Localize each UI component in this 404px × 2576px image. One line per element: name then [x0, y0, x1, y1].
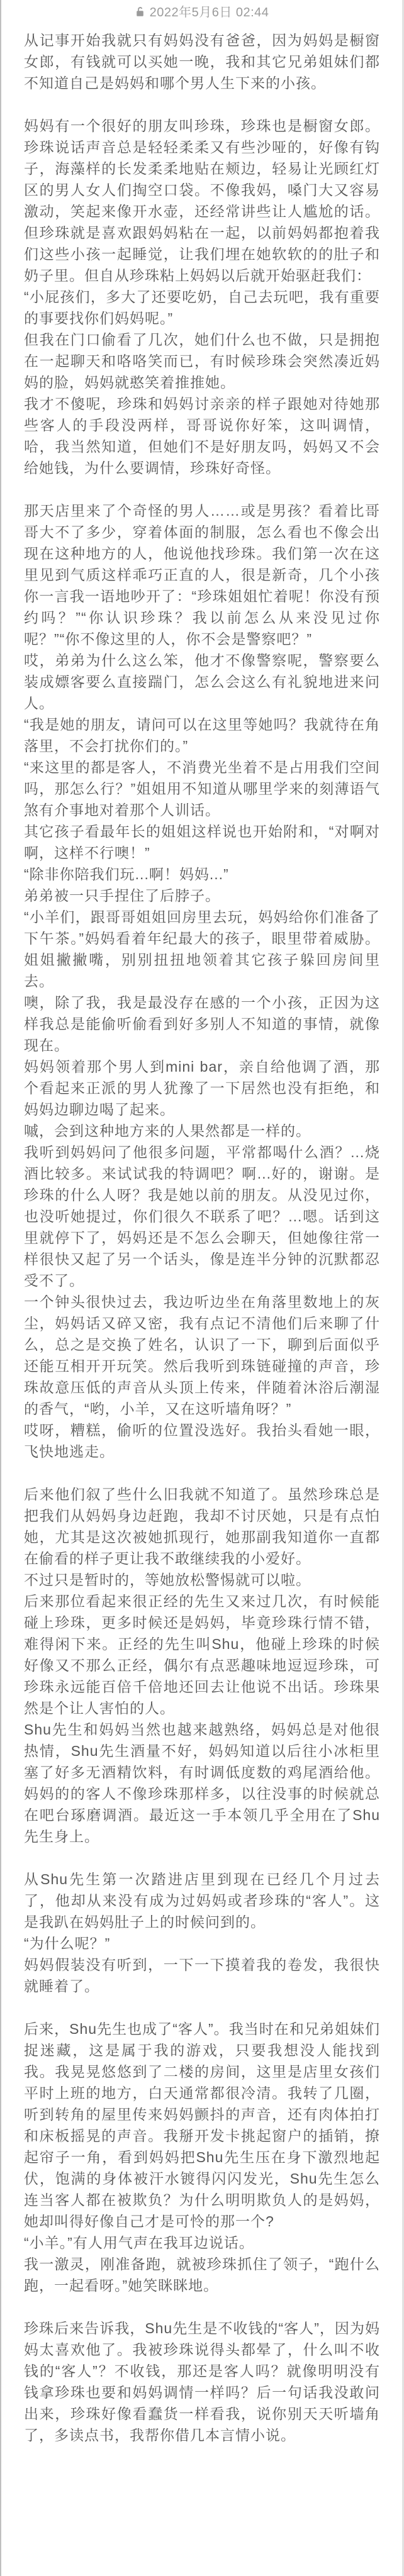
- post-header: [0, 0, 404, 22]
- paragraph: 噢，除了我，我是最没存在感的一个小孩，正因为这样我总是能偷听偷看到好多别人不知道的事情，就像现在。: [24, 994, 380, 1053]
- paragraph: 妈妈有一个很好的朋友叫珍珠，珍珠也是橱窗女郎。珍珠说话声音总是轻轻柔柔又有些沙哑的，好像有钩子，海藻样的长发柔柔地贴在颊边，轻易让光顾红灯区的男人女人们掏空口袋。不像我妈，嗓门大又容易激动，笑起来像开水壶，还经常讲些让人尴尬的话。但珍珠就是喜欢跟妈妈粘在一起，以前妈妈都抱着我们这些小孩一起睡觉，让我们埋在她软软的的肚子和奶子里。但自从珍珠粘上妈妈以后就开始驱赶我们：: [24, 118, 380, 284]
- paragraph: 妈妈假装没有听到，一下一下摸着我的卷发，我很快就睡着了。: [24, 1957, 380, 1994]
- paragraph: 妈妈领着那个男人到mini bar，亲自给他调了酒，那个看起来正派的男人犹豫了一下居然也没有拒绝，和妈妈边聊边喝了起来。: [24, 1058, 380, 1118]
- paragraph: 我一激灵，刚准备跑，就被珍珠抓住了领子，“跑什么跑，一起看呀。”她笑眯眯地。: [24, 2256, 380, 2294]
- paragraph: 哎呀，糟糕，偷听的位置没选好。我抬头看她一眼，飞快地逃走。: [24, 1422, 380, 1460]
- paragraph: 一个钟头很快过去，我边听边坐在角落里数地上的灰尘，妈妈话又碎又密，我有点记不清他们后来聊了什么，总之是交换了姓名，认识了一下，聊到后面似乎还能互相开开玩笑。然后我听到珠链碰撞的声音，珍珠故意压低的声音从头顶上传来，伴随着沐浴后潮湿的香气，“哟，小羊，又在这听墙角呀？”: [24, 1294, 380, 1417]
- paragraph: 不过只是暂时的，等她放松警惕就可以啦。: [24, 1572, 311, 1588]
- story-section: [24, 30, 380, 94]
- paragraph: “小屁孩们，多大了还要吃奶，自己去玩吧，我有重要的事要找你们妈妈呢。”: [24, 289, 380, 326]
- paragraph: Shu先生和妈妈当然也越来越熟络，妈妈总是对他很热情，Shu先生酒量不好，妈妈知道以后往小冰柜里塞了好多无酒精饮料，有时调低度数的鸡尾酒给他。妈妈的的客人不像珍珠那样多，以往没事的时候就总在吧台琢磨调酒。最近这一手本领几乎全用在了Shu先生身上。: [24, 1721, 380, 1845]
- story-section: [24, 115, 380, 479]
- paragraph: 后来他们叙了些什么旧我就不知道了。虽然珍珠总是把我们从妈妈身边赶跑，我却不讨厌她，只是有点怕她，尤其是这次被她抓现行，她那副我知道你一直都在偷看的样子更让我不敢继续我的小爱好。: [24, 1486, 380, 1567]
- paragraph: 从Shu先生第一次踏进店里到现在已经几个月过去了，他却从来没有成为过妈妈或者珍珠的“客人”。这是我趴在妈妈肚子上的时候问到的。: [24, 1871, 380, 1930]
- story-section: [24, 2018, 380, 2296]
- story-section: [24, 500, 380, 1462]
- paragraph: 后来，Shu先生也成了“客人”。我当时在和兄弟姐妹们捉迷藏，这是属于我的游戏，只要我想没人能找到我。我晃晃悠悠到了二楼的房间，这里是店里女孩们平时上班的地方，白天通常都很冷清。我转了几圈，听到转角的屋里传来妈妈颤抖的声音，还有肉体拍打和床板摇晃的声音。我掰开发卡挑起窗户的插销，撩起帘子一角，看到妈妈把Shu先生压在身下激烈地起伏，饱满的身体被汗水镀得闪闪发光，Shu先生怎么连当客人都在被欺负？为什么明明欺负人的是妈妈，她却叫得好像自己才是可怜的那一个?: [24, 2021, 380, 2229]
- unlock-icon: [135, 6, 145, 22]
- paragraph: “小羊们，跟哥哥姐姐回房里去玩，妈妈给你们准备了下午茶。”妈妈看着年纪最大的孩子，眼里带着威胁。姐姐撇撇嘴，别别扭扭地领着其它孩子躲回房间里去。: [24, 909, 380, 989]
- paragraph: 珍珠后来告诉我，Shu先生是不收钱的“客人”，因为妈妈太喜欢他了。我被珍珠说得头都晕了，什么叫不收钱的“客人”？不收钱，那还是客人吗？就像明明没有钱拿珍珠也要和妈妈调情一样吗？后一句话我没敢问出来，珍珠好像看蠢货一样看我，说你别天天听墙角了，多读点书，我帮你借几本言情小说。: [24, 2320, 380, 2443]
- post-timestamp: 2022年5月6日 02:44: [149, 6, 269, 19]
- paragraph: 后来那位看起来很正经的先生又来过几次，有时候能碰上珍珠，更多时候还是妈妈，毕竟珍珠行情不错，难得闲下来。正经的先生叫Shu，他碰上珍珠的时候好像又不那么正经，偶尔有点恶趣味地逗逗珍珠，可珍珠永远能百倍千倍地还回去让他说不出话。珍珠果然是个让人害怕的人。: [24, 1593, 380, 1716]
- paragraph: 我才不傻呢，珍珠和妈妈讨亲亲的样子跟她对待她那些客人的手段没两样，哥哥说你好笨，这叫调情，哈，我当然知道，但她们不是好朋友吗，妈妈又不会给她钱，为什么要调情，珍珠好奇怪。: [24, 396, 380, 476]
- paragraph: “来这里的都是客人，不消费光坐着不是占用我们空间吗，那怎么行？”姐姐用不知道从哪里学来的刻薄语气煞有介事地对着那个人训话。: [24, 759, 380, 818]
- story-article: [0, 22, 404, 2446]
- paragraph: 其它孩子看最年长的姐姐这样说也开始附和，“对啊对啊，这样不行噢！”: [24, 823, 380, 861]
- left-edge-divider: [0, 0, 1, 2576]
- paragraph: 嘁，会到这种地方来的人果然都是一样的。: [24, 1123, 311, 1139]
- paragraph: “为什么呢？”: [24, 1935, 111, 1951]
- paragraph: “我是她的朋友，请问可以在这里等她吗？我就待在角落里，不会打扰你们的。”: [24, 716, 380, 754]
- paragraph: 弟弟被一只手捏住了后脖子。: [24, 887, 220, 904]
- paragraph: 从记事开始我就只有妈妈没有爸爸，因为妈妈是橱窗女郎，有钱就可以买她一晚，我和其它兄弟姐妹们都不知道自己是妈妈和哪个男人生下来的小孩。: [24, 32, 380, 91]
- story-section: [24, 1484, 380, 1847]
- paragraph: 但我在门口偷看了几次，她们什么也不做，只是拥抱在一起聊天和咯咯笑而已，有时候珍珠会突然凑近妈妈的脸，妈妈就憨笑着推推她。: [24, 331, 380, 391]
- paragraph: 那天店里来了个奇怪的男人……或是男孩？看着比哥哥大不了多少，穿着体面的制服，怎么看也不像会出现在这种地方的人，他说他找珍珠。我们第一次在这里见到气质这样乖巧正直的人，很是新奇，几个小孩你一言我一语地吵开了：“珍珠姐姐忙着呢！你没有预约吗？”“你认识珍珠？我以前怎么从来没见过你呢？”“你不像这里的人，你不会是警察吧？”: [24, 502, 380, 647]
- paragraph: “除非你陪我们玩...啊！妈妈...”: [24, 866, 229, 882]
- paragraph: “小羊。”有人用气声在我耳边说话。: [24, 2235, 254, 2251]
- paragraph: 哎，弟弟为什么这么笨，他才不像警察呢，警察要么装成嫖客要么直接踹门，怎么会这么有礼貌地进来问人。: [24, 652, 380, 711]
- story-section: [24, 2318, 380, 2446]
- story-section: [24, 1868, 380, 1997]
- paragraph: 我听到妈妈问了他很多问题，平常都喝什么酒？...烧酒比较多。来试试我的特调吧？啊...好的，谢谢。是珍珠的什么人呀？我是她以前的朋友。从没见过你，也没听她提过，你们很久不联系了吧？...嗯。话到这里就停下了，妈妈还是不怎么会聊天，但她像往常一样很快又起了另一个话头，像是连半分钟的沉默都忍受不了。: [24, 1144, 380, 1289]
